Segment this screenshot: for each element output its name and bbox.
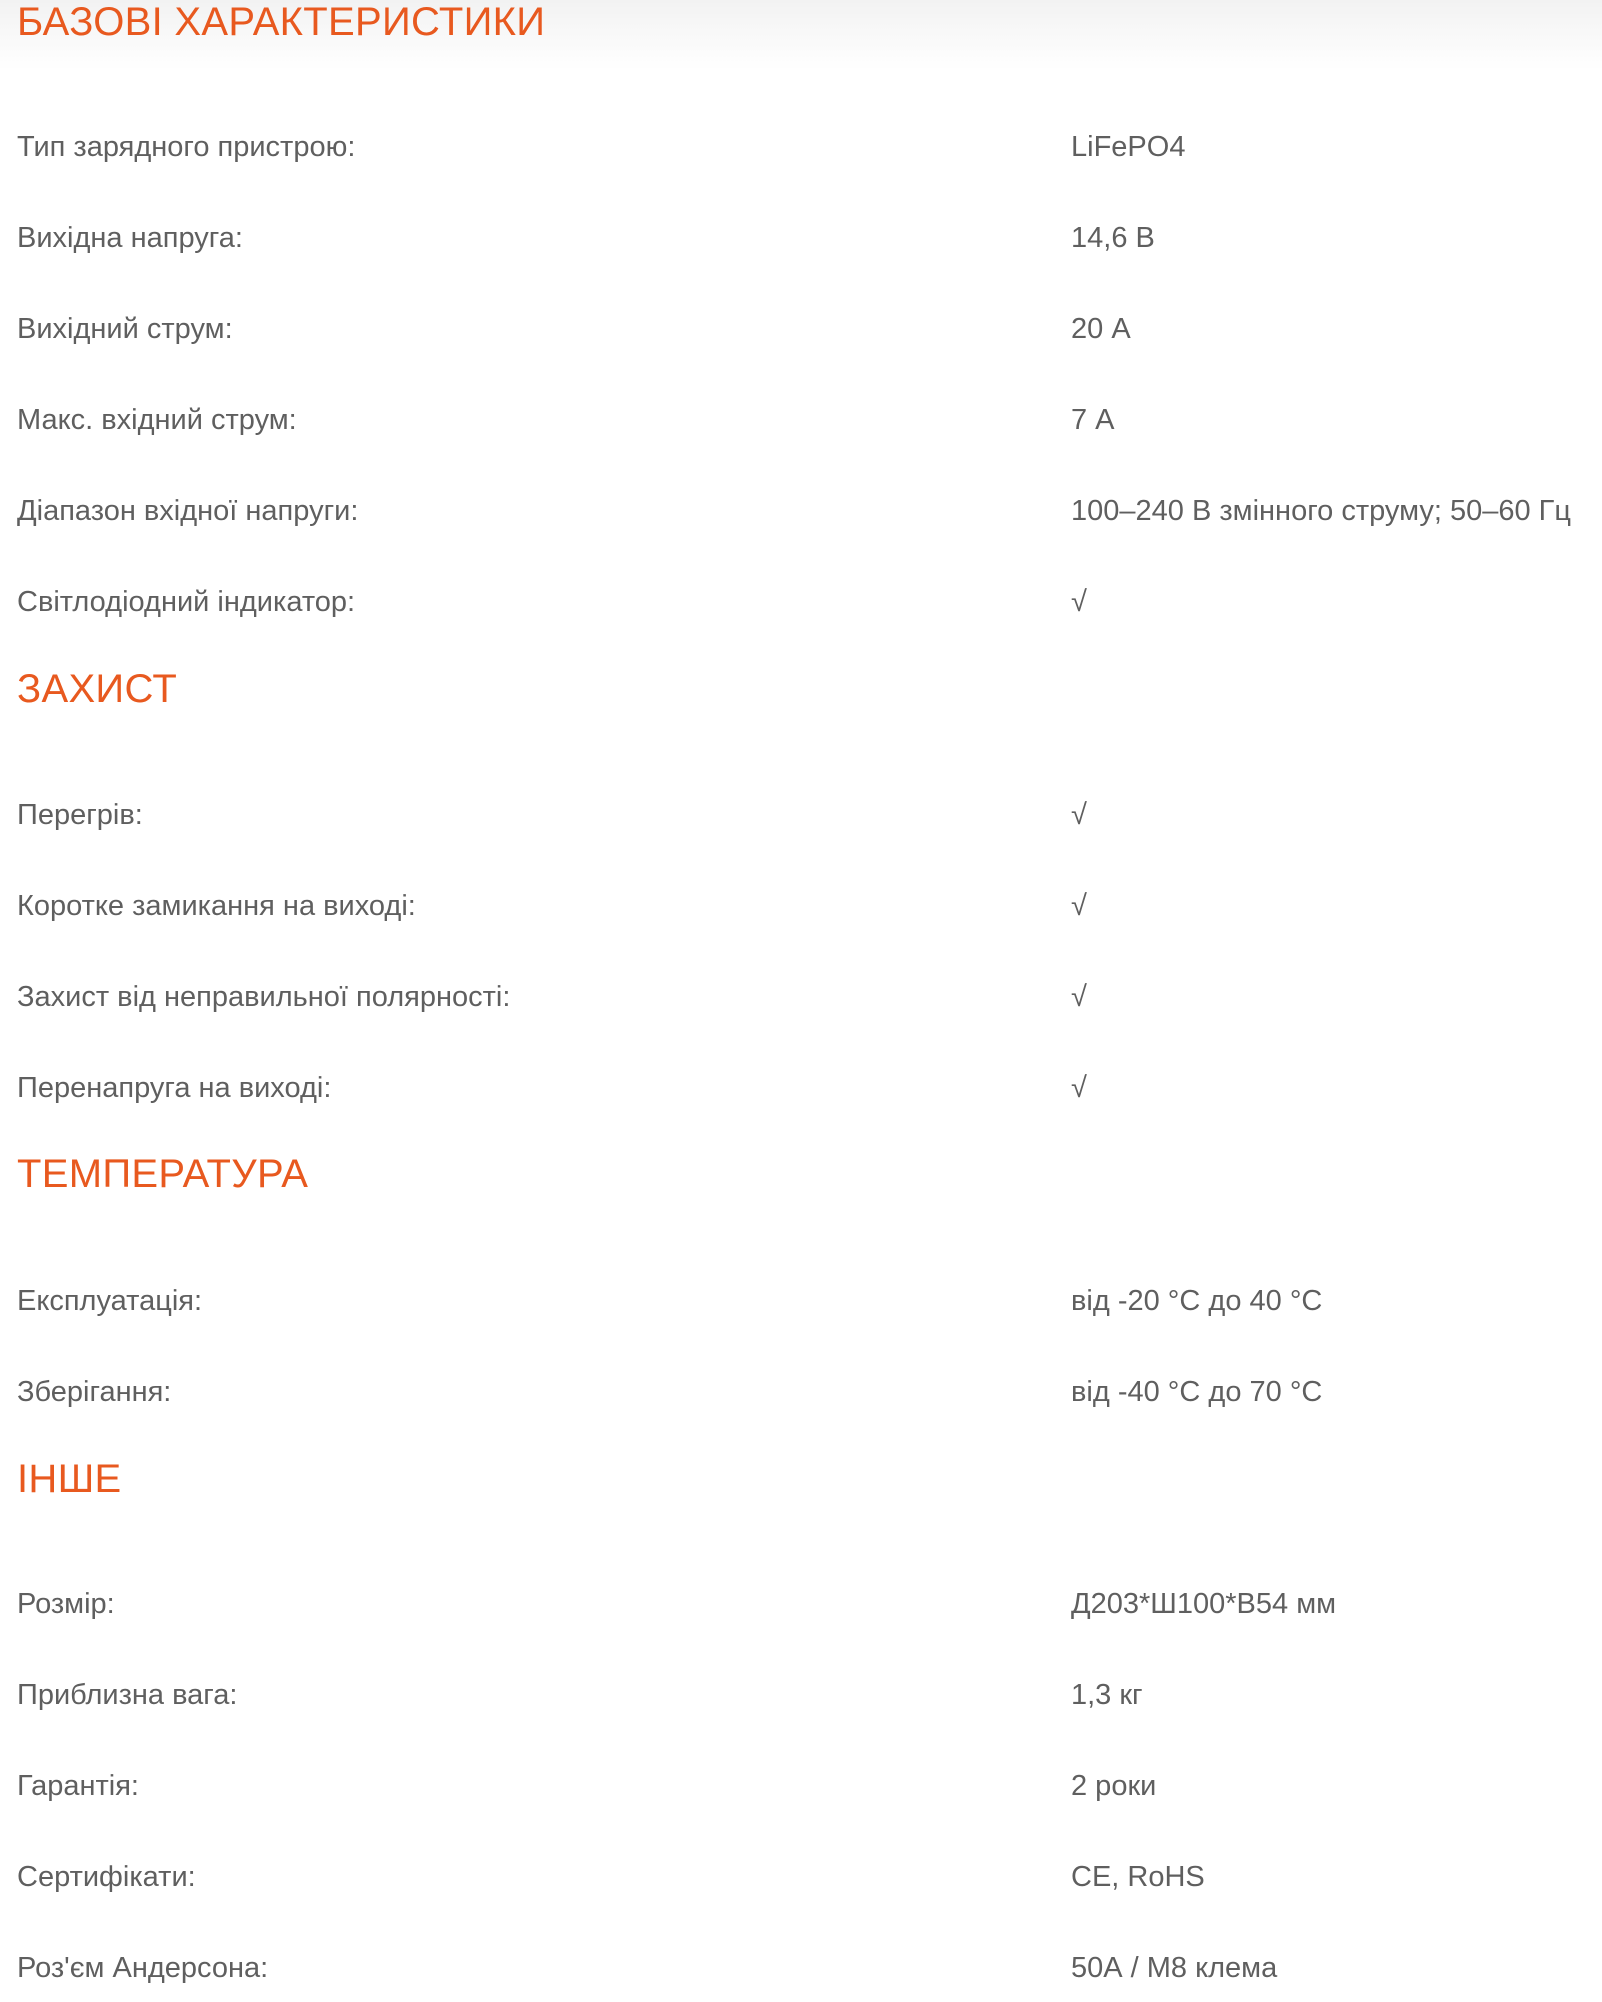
spec-value: 2 роки — [1071, 1770, 1157, 1802]
spec-label: Розмір: — [17, 1588, 115, 1620]
spec-row — [0, 1764, 1602, 1808]
spec-row — [0, 307, 1602, 351]
spec-label: Вихідний струм: — [17, 313, 233, 345]
spec-label: Сертифікати: — [17, 1861, 196, 1893]
spec-value: 100–240 В змінного струму; 50–60 Гц — [1071, 495, 1571, 527]
spec-value: 7 А — [1071, 404, 1115, 436]
spec-row — [0, 1855, 1602, 1899]
spec-label: Гарантія: — [17, 1770, 139, 1802]
spec-label: Коротке замикання на виході: — [17, 890, 416, 922]
spec-row — [0, 125, 1602, 169]
spec-value: CE, RoHS — [1071, 1861, 1205, 1893]
spec-label: Тип зарядного пристрою: — [17, 131, 356, 163]
spec-value: Д203*Ш100*В54 мм — [1071, 1588, 1337, 1620]
spec-value: 20 А — [1071, 313, 1131, 345]
spec-row — [0, 1946, 1602, 1990]
spec-value: 1,3 кг — [1071, 1679, 1143, 1711]
spec-row — [0, 1279, 1602, 1323]
spec-value: 14,6 В — [1071, 222, 1155, 254]
section-title-other: ІНШЕ — [17, 1457, 122, 1501]
spec-row — [0, 1370, 1602, 1414]
spec-value: √ — [1071, 1072, 1087, 1104]
spec-row — [0, 1066, 1602, 1110]
spec-row — [0, 580, 1602, 624]
spec-row — [0, 1673, 1602, 1717]
spec-value: 50А / M8 клема — [1071, 1952, 1278, 1984]
section-title-temperature: ТЕМПЕРАТУРА — [17, 1152, 309, 1196]
spec-label: Макс. вхідний струм: — [17, 404, 297, 436]
spec-value: √ — [1071, 890, 1087, 922]
section-title-basic: БАЗОВІ ХАРАКТЕРИСТИКИ — [17, 0, 546, 44]
spec-label: Захист від неправильної полярності: — [17, 981, 511, 1013]
spec-label: Перенапруга на виході: — [17, 1072, 332, 1104]
spec-row — [0, 884, 1602, 928]
spec-row — [0, 793, 1602, 837]
spec-label: Зберігання: — [17, 1376, 172, 1408]
spec-row — [0, 1582, 1602, 1626]
spec-label: Перегрів: — [17, 799, 143, 831]
spec-value: від -40 °C до 70 °C — [1071, 1376, 1323, 1408]
spec-label: Роз'єм Андерсона: — [17, 1952, 269, 1984]
spec-value: LiFePO4 — [1071, 131, 1186, 163]
spec-row — [0, 398, 1602, 442]
spec-label: Вихідна напруга: — [17, 222, 243, 254]
spec-row — [0, 975, 1602, 1019]
spec-label: Експлуатація: — [17, 1285, 203, 1317]
spec-label: Діапазон вхідної напруги: — [17, 495, 359, 527]
spec-value: √ — [1071, 586, 1087, 618]
section-title-protection: ЗАХИСТ — [17, 667, 178, 711]
spec-label: Приблизна вага: — [17, 1679, 238, 1711]
spec-row — [0, 489, 1602, 533]
spec-label: Світлодіодний індикатор: — [17, 586, 356, 618]
spec-value: √ — [1071, 981, 1087, 1013]
spec-value: √ — [1071, 799, 1087, 831]
spec-row — [0, 216, 1602, 260]
spec-value: від -20 °C до 40 °C — [1071, 1285, 1323, 1317]
